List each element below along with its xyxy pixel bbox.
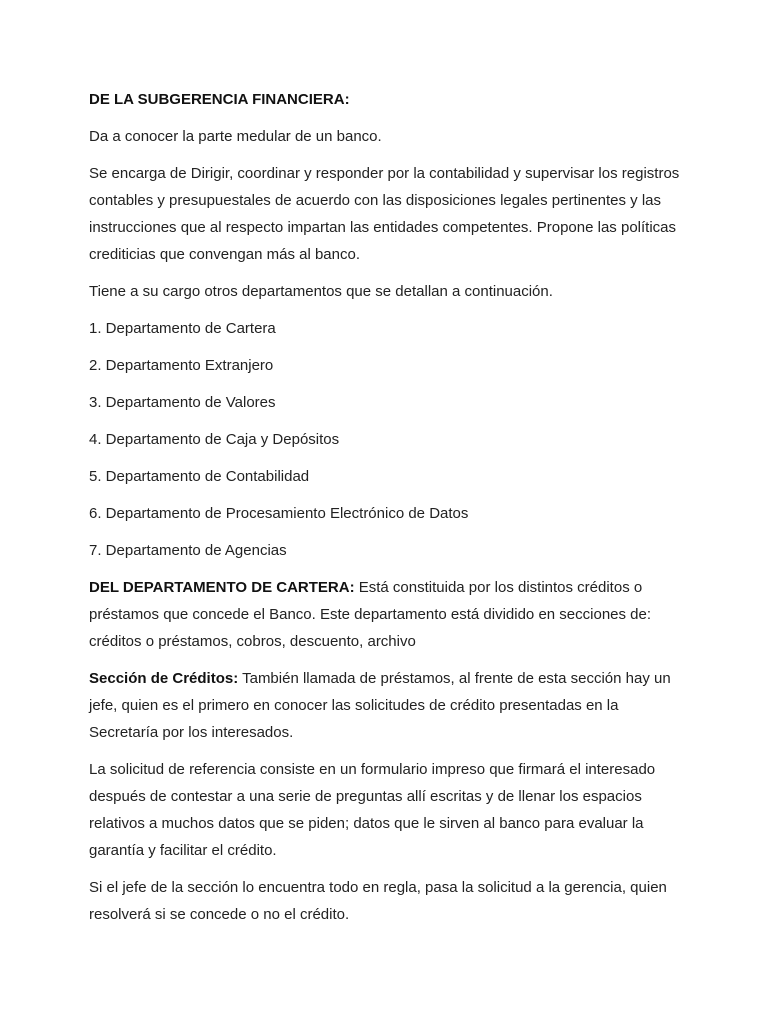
creditos-paragraph [89, 665, 689, 746]
cartera-title: DEL DEPARTAMENTO DE CARTERA: [89, 579, 355, 596]
duties-paragraph: Se encarga de Dirigir, coordinar y responder por la contabilidad y supervisar los registros contables y presupuestales de acuerdo con las disposiciones legales pertinentes y las instrucciones que al respecto impartan las entidades competentes. Propone las políticas crediticias que convengan más al banco. [89, 165, 680, 263]
cartera-text: Está constituida por los distintos créditos o préstamos que concede el Banco. Este departamento está dividido en secciones de: créditos o préstamos, cobros, descuento, archivo [89, 579, 652, 650]
intro-paragraph: Da a conocer la parte medular de un banco. [89, 128, 382, 145]
department-item: 5. Departamento de Contabilidad [89, 468, 310, 485]
resolucion-paragraph: Si el jefe de la sección lo encuentra todo en regla, pasa la solicitud a la gerencia, quien resolverá si se concede o no el crédito. [89, 879, 667, 923]
solicitud-paragraph: La solicitud de referencia consiste en un formulario impreso que firmará el interesado después de contestar a una serie de preguntas allí escritas y de llenar los espacios relativos a muchos datos que se piden; datos que le sirven al banco para evaluar la garantía y facilitar el crédito. [89, 761, 656, 859]
creditos-text: También llamada de préstamos, al frente de esta sección hay un jefe, quien es el primero en conocer las solicitudes de crédito presentadas en la Secretaría por los interesados. [89, 670, 671, 741]
department-item: 6. Departamento de Procesamiento Electrónico de Datos [89, 505, 469, 522]
departments-intro: Tiene a su cargo otros departamentos que se detallan a continuación. [89, 283, 553, 300]
department-item: 3. Departamento de Valores [89, 394, 276, 411]
cartera-paragraph [89, 574, 689, 655]
department-item: 1. Departamento de Cartera [89, 320, 276, 337]
creditos-title: Sección de Créditos: [89, 670, 239, 687]
department-item: 2. Departamento Extranjero [89, 357, 274, 374]
department-item: 7. Departamento de Agencias [89, 542, 287, 559]
department-item: 4. Departamento de Caja y Depósitos [89, 431, 340, 448]
document-page [89, 86, 689, 938]
section-heading: DE LA SUBGERENCIA FINANCIERA: [89, 91, 350, 108]
